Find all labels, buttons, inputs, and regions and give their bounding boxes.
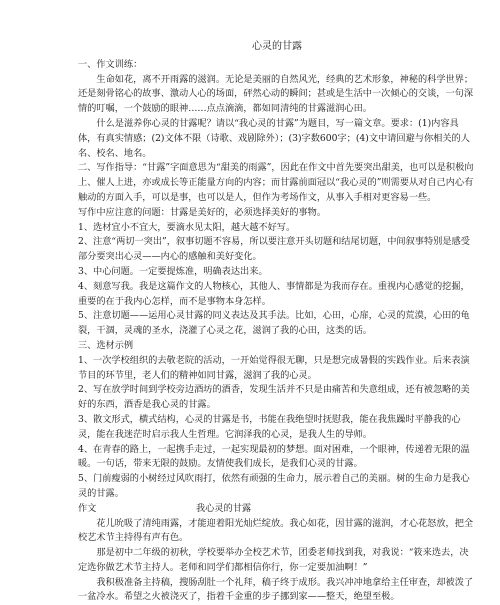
- essay-label: 作文: [78, 502, 97, 514]
- essay-heading: [78, 502, 476, 517]
- list-item: 2、写在放学时间到学校旁边酒坊的酒香，发现生活并不只是由痛苦和失意组成，还有被忽略的美好的东西，酒香是我心灵的甘露。: [78, 384, 470, 411]
- paragraph: 那是初中二年级的初秋，学校要举办全校艺术节，团委老师找到我，对我说：“筱来选去，决定选你做艺术节主持人。老师和同学们都相信你行，你一定要加油啊！”: [78, 547, 469, 573]
- list-item: 4、在青春的路上，一起携手走过，一起实现最初的梦想。面对困难，一个眼神，传递着无限的温暖。一句话，带来无限的鼓励。友情使我们成长，是我们心灵的甘露。: [78, 443, 470, 470]
- list-item: 3、散文形式，横式结构，心灵的甘露是书，书能在我绝望时抚慰我，能在我焦躁时平静我的心灵，能在我迷茫时启示我人生哲理。它润泽我的心灵，是我人生的导师。: [78, 413, 461, 440]
- list-item: 1、选材宜小不宜大，要滴水见太阳，越大越不好写。: [78, 221, 296, 233]
- list-item: 5、注意切题——运用心灵甘露的同义表达及其手法。比如，心田，心扉，心灵的荒漠，心田的龟裂，干涸，灵魂的圣水，浇灌了心灵之花，滋润了我的心田，这类的话。: [78, 310, 470, 337]
- section-heading: 三、选材示例: [78, 339, 134, 351]
- section-heading: 一、作文训练：: [78, 58, 143, 70]
- section-heading: 二、写作指导：“甘露”字面意思为“甜美的雨露”，因此在作文中首先要突出甜美，也可以是积极向上、催人上进，亦或成长等正能量方向的内容；而甘露前面冠以“我心灵的”则需要从对自己内心有触动的方面入手，可以是事，也可以是人，但作为考场作文，从事入手相对更容易一些。: [78, 162, 474, 203]
- list-item: 5、门前瘦弱的小树经过风吹雨打，依然有顽强的生命力，展示着自己的美丽。树的生命力是我心灵的甘露。: [78, 473, 470, 499]
- paragraph: 写作中应注意的问题：甘露是美好的，必须选择美好的事物。: [78, 206, 327, 218]
- paragraph: 我积极准备主持稿，搜肠刮肚一个礼拜，稿子终于成形。我兴冲冲地拿给主任审查，却被泼了一盆冷水。希望之火被浇灭了，指着千金重的步子挪到家——整天，绝望至极。: [78, 576, 474, 603]
- list-item: 4、刻意写我。我是这篇作文的人物核心，其他人、事情都是为我而存在。重视内心感觉的挖掘，重要的在于我内心怎样，而不是事物本身怎样。: [78, 280, 470, 307]
- list-item: 2、注意“两切一突出”，叙事切题不容易，所以要注意开头切题和结尾切题，中间叙事特别是感受部分要突出心灵——内心的感触和美好变化。: [78, 236, 470, 263]
- list-item: 3、中心问题。一定要提炼准，明确表达出来。: [78, 265, 268, 277]
- paragraph: 花儿吮吸了清纯雨露，才能迎着阳光灿烂绽放。我心如花，因甘露的滋润，才心花怒放，把全校艺术节主持得有声有色。: [78, 517, 474, 544]
- document-title: 心灵的甘露: [252, 41, 302, 52]
- paragraph: 生命如花，离不开雨露的滋润。无论是美丽的自然风光，经典的艺术形象，神秘的科学世界；还是刻骨铭心的故事、激动人心的场面，砰然心动的瞬间；甚或是生活中一次倾心的交谈，一句深情的叮嘱，一个鼓励的眼神……点点滴滴，都如同清纯的甘露滋润心田。: [78, 73, 474, 115]
- essay-title: 我心灵的甘露: [196, 502, 252, 514]
- list-item: 1、一次学校组织的去敬老院的活动，一开始觉得很无聊，只是想完成暑假的实践作业。后来表演节目的环节里，老人们的精神如同甘露，滋润了我的心灵。: [78, 354, 470, 381]
- paragraph: 什么是滋养你心灵的甘露呢？请以“我心灵的甘露”为题目，写一篇文章。要求：(1)内容具体，有真实情感；(2)文体不限（诗歌、戏剧除外）；(3)字数600字；(4)文中请回避与你相关的人名、校名、地名。: [78, 117, 470, 159]
